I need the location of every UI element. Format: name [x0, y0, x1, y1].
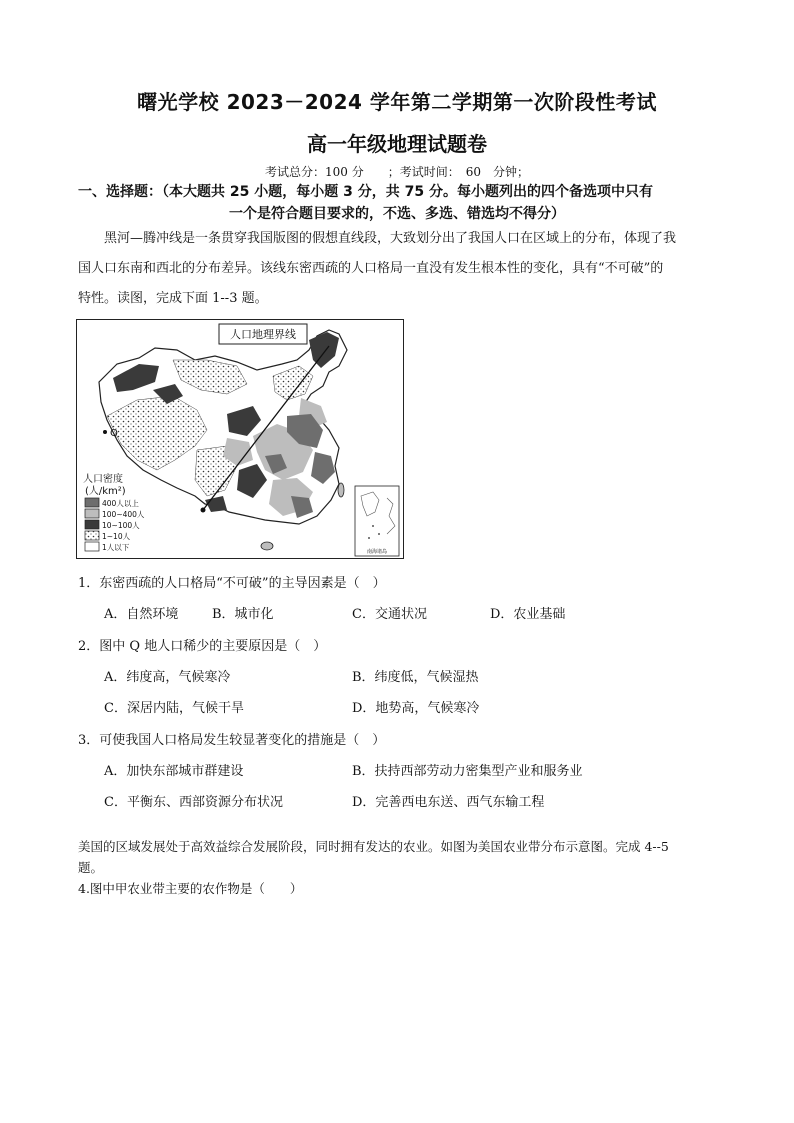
question-2-option-d[interactable]: D．地势高，气候寒冷	[352, 701, 480, 716]
section-instructions-line2: 一个是符合题目要求的，不选、多选、错选均不得分）	[229, 206, 565, 222]
legend-label: 100~400人	[102, 510, 145, 519]
question-3-stem: 3．可使我国人口格局发生较显著变化的措施是（ ）	[78, 733, 386, 748]
question-1-option-a[interactable]: A．自然环境	[104, 607, 179, 622]
section-instructions-line1: 一、选择题：（本大题共 25 小题，每小题 3 分，共 75 分。每小题列出的四个备选项中只有	[78, 184, 653, 200]
legend-label: 400人以上	[102, 499, 139, 508]
question-1-option-b[interactable]: B．城市化	[212, 607, 274, 622]
passage1-line1: 黑河—腾冲线是一条贯穿我国版图的假想直线段，大致划分出了我国人口在区域上的分布，体现了我	[78, 231, 677, 246]
passage2-line2: 题。	[78, 860, 104, 875]
passage1-line2: 国人口东南和西北的分布差异。该线东密西疏的人口格局一直没有发生根本性的变化，具有“不可破”的	[78, 261, 664, 276]
question-3-option-a[interactable]: A．加快东部城市群建设	[104, 764, 244, 779]
exam-subtitle: 高一年级地理试题卷	[307, 132, 487, 156]
question-2-option-a[interactable]: A．纬度高，气候寒冷	[104, 670, 231, 685]
question-1-stem: 1．东密西疏的人口格局“不可破”的主导因素是（ ）	[78, 576, 386, 591]
legend-label: 10~100人	[102, 521, 140, 530]
inset-label: 南海诸岛	[366, 549, 388, 555]
question-4-stem: 4.图中甲农业带主要的农作物是（ ）	[78, 881, 303, 896]
legend-title: 人口密度	[83, 474, 123, 485]
exam-meta: 考试总分：100 分 ；考试时间： 60 分钟；	[265, 165, 529, 179]
legend-swatch	[85, 498, 99, 507]
map-label: 人口地理界线	[230, 328, 296, 341]
inset-box	[355, 486, 399, 556]
question-3-option-c[interactable]: C．平衡东、西部资源分布状况	[104, 795, 283, 810]
question-2-stem: 2．图中 Q 地人口稀少的主要原因是（ ）	[78, 639, 327, 654]
question-2-option-b[interactable]: B．纬度低，气候湿热	[352, 670, 479, 685]
legend-swatch	[85, 531, 99, 540]
question-3-option-b[interactable]: B．扶持西部劳动力密集型产业和服务业	[352, 764, 583, 779]
passage1-line3: 特性。读图，完成下面 1--3 题。	[78, 291, 268, 306]
exam-title: 曙光学校 2023－2024 学年第二学期第一次阶段性考试	[137, 90, 657, 114]
legend-swatch	[85, 520, 99, 529]
question-2-option-c[interactable]: C．深居内陆，气候干旱	[104, 701, 244, 716]
question-1-option-d[interactable]: D．农业基础	[490, 607, 566, 622]
question-1-option-c[interactable]: C．交通状况	[352, 607, 427, 622]
legend-label: 1~10人	[102, 532, 131, 541]
passage2-line1: 美国的区域发展处于高效益综合发展阶段，同时拥有发达的农业。如图为美国农业带分布示意图。完成 4--5	[78, 839, 669, 854]
question-3-option-d[interactable]: D．完善西电东送、西气东输工程	[352, 795, 545, 810]
legend-items	[85, 498, 145, 552]
q-point-marker	[103, 430, 107, 434]
population-density-map	[76, 319, 404, 559]
legend-label: 1人以下	[102, 543, 130, 552]
legend-unit: (人/km²)	[85, 486, 126, 497]
q-point-label: Q	[110, 428, 118, 439]
legend-swatch	[85, 542, 99, 551]
legend-swatch	[85, 509, 99, 518]
